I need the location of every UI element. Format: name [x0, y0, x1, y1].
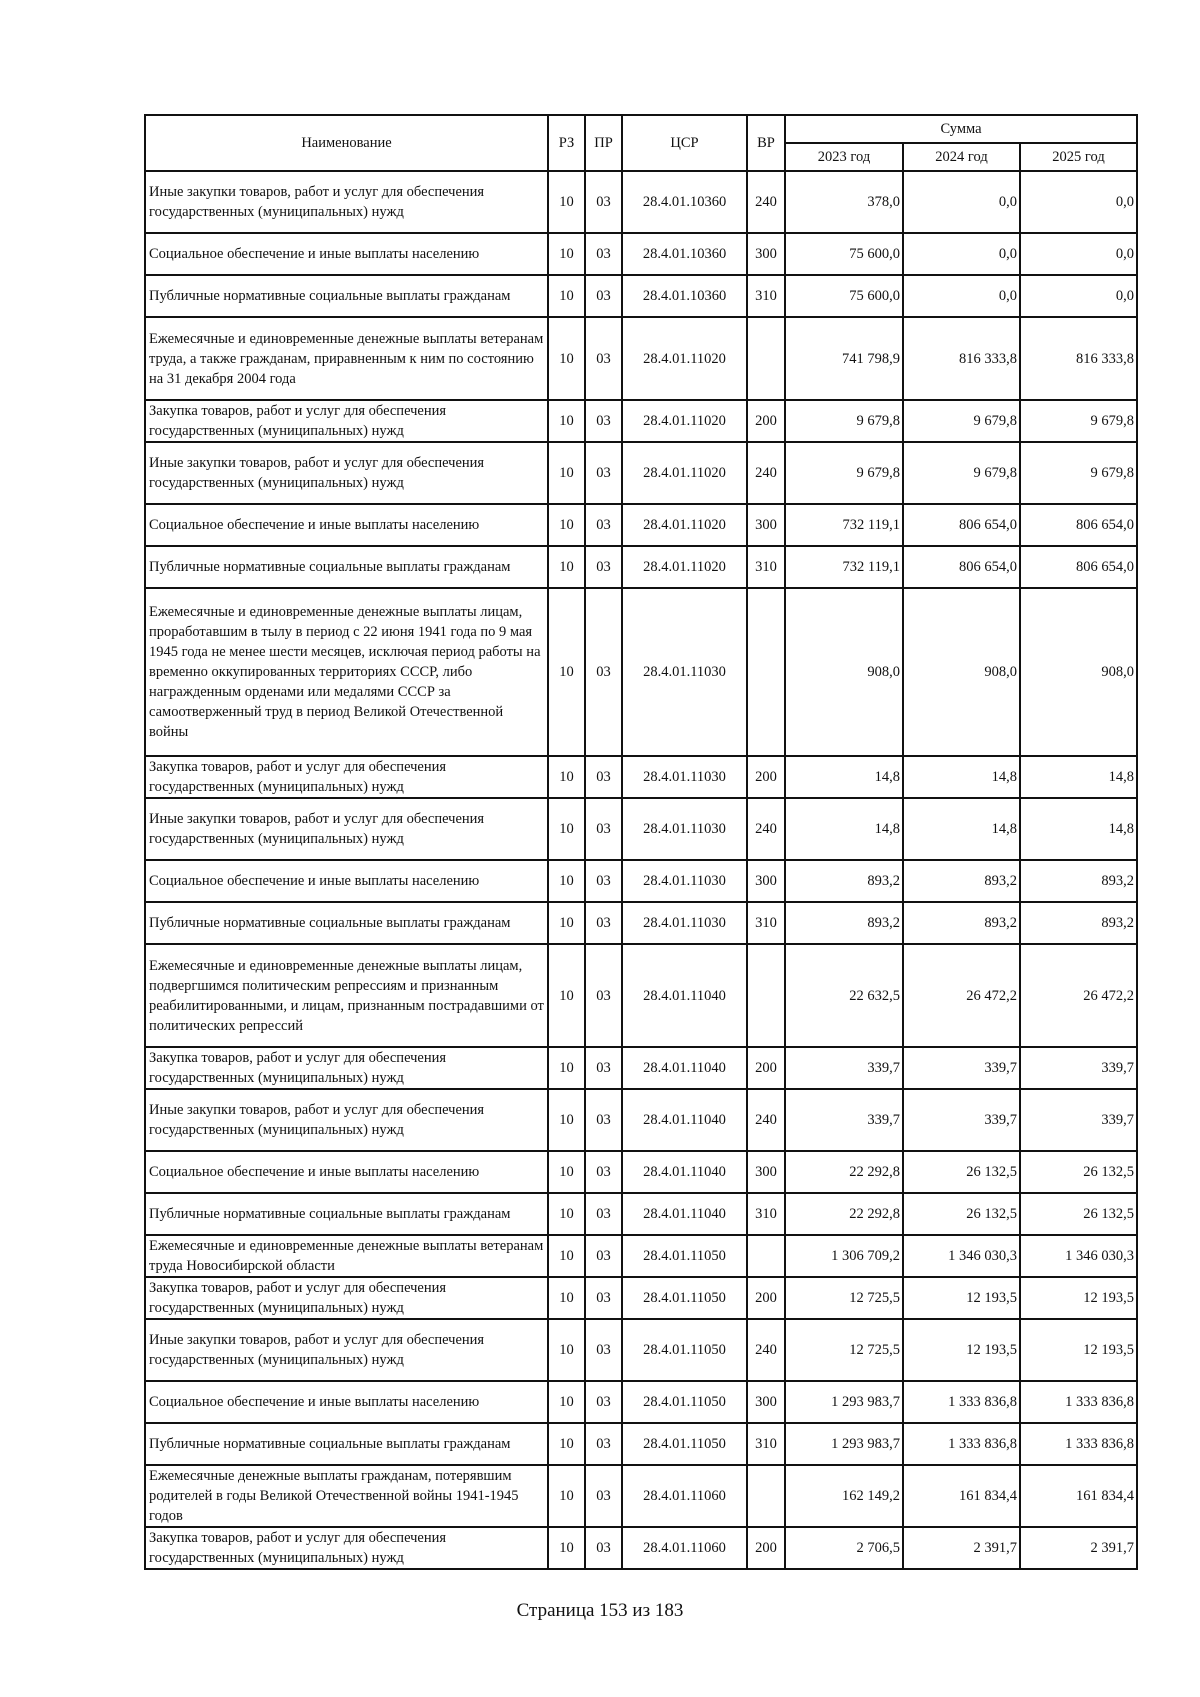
cell-vr: 300 — [747, 1381, 785, 1423]
cell-vr: 240 — [747, 442, 785, 504]
table-row — [145, 317, 1137, 400]
cell-vr: 200 — [747, 1047, 785, 1089]
cell-sum-2023: 75 600,0 — [785, 275, 903, 317]
cell-rz: 10 — [548, 798, 585, 860]
cell-sum-2023: 12 725,5 — [785, 1277, 903, 1319]
cell-sum-2025: 806 654,0 — [1020, 546, 1137, 588]
table-row — [145, 233, 1137, 275]
cell-vr: 240 — [747, 1319, 785, 1381]
cell-csr: 28.4.01.11040 — [622, 1193, 747, 1235]
table-body — [145, 171, 1137, 1569]
cell-rz: 10 — [548, 400, 585, 442]
cell-pr: 03 — [585, 1381, 622, 1423]
cell-sum-2023: 339,7 — [785, 1047, 903, 1089]
cell-csr: 28.4.01.10360 — [622, 171, 747, 233]
cell-sum-2023: 22 292,8 — [785, 1193, 903, 1235]
cell-name: Ежемесячные и единовременные денежные выплаты лицам, проработавшим в тылу в период с 22 июня 1941 года по 9 мая 1945 года не менее шести месяцев, исключая период работы на временно оккупированных территориях СССР, либо награжденным орденами или медалями СССР за самоотверженный труд в период Великой Отечественной войны — [145, 588, 548, 756]
cell-rz: 10 — [548, 1277, 585, 1319]
cell-vr: 310 — [747, 1423, 785, 1465]
cell-rz: 10 — [548, 1319, 585, 1381]
cell-name: Публичные нормативные социальные выплаты гражданам — [145, 275, 548, 317]
cell-sum-2025: 893,2 — [1020, 902, 1137, 944]
table-row — [145, 860, 1137, 902]
page-number: Страница 153 из 183 — [516, 1600, 684, 1621]
cell-pr: 03 — [585, 1089, 622, 1151]
cell-vr: 200 — [747, 1277, 785, 1319]
table-row — [145, 504, 1137, 546]
table-row — [145, 1381, 1137, 1423]
cell-sum-2025: 0,0 — [1020, 275, 1137, 317]
cell-rz: 10 — [548, 1047, 585, 1089]
cell-vr — [747, 944, 785, 1047]
table-row — [145, 546, 1137, 588]
cell-vr — [747, 317, 785, 400]
cell-rz: 10 — [548, 944, 585, 1047]
cell-sum-2024: 2 391,7 — [903, 1527, 1020, 1569]
cell-sum-2024: 339,7 — [903, 1047, 1020, 1089]
cell-sum-2023: 22 632,5 — [785, 944, 903, 1047]
cell-name: Ежемесячные и единовременные денежные выплаты ветеранам труда Новосибирской области — [145, 1235, 548, 1277]
cell-sum-2023: 741 798,9 — [785, 317, 903, 400]
budget-table-container — [144, 114, 1136, 1570]
table-header — [145, 115, 1137, 171]
cell-rz: 10 — [548, 504, 585, 546]
cell-vr: 310 — [747, 275, 785, 317]
cell-vr: 300 — [747, 860, 785, 902]
cell-sum-2025: 161 834,4 — [1020, 1465, 1137, 1527]
cell-csr: 28.4.01.11060 — [622, 1527, 747, 1569]
cell-csr: 28.4.01.11050 — [622, 1277, 747, 1319]
table-row — [145, 756, 1137, 798]
cell-sum-2024: 9 679,8 — [903, 442, 1020, 504]
cell-pr: 03 — [585, 902, 622, 944]
header-year-2023: 2023 год — [785, 143, 903, 171]
budget-table — [144, 114, 1138, 1570]
cell-vr: 240 — [747, 171, 785, 233]
cell-sum-2023: 162 149,2 — [785, 1465, 903, 1527]
cell-sum-2025: 893,2 — [1020, 860, 1137, 902]
cell-pr: 03 — [585, 1193, 622, 1235]
cell-sum-2025: 26 472,2 — [1020, 944, 1137, 1047]
cell-pr: 03 — [585, 1277, 622, 1319]
cell-vr — [747, 1465, 785, 1527]
cell-name: Иные закупки товаров, работ и услуг для обеспечения государственных (муниципальных) нужд — [145, 442, 548, 504]
cell-pr: 03 — [585, 1047, 622, 1089]
cell-sum-2025: 908,0 — [1020, 588, 1137, 756]
cell-sum-2025: 26 132,5 — [1020, 1151, 1137, 1193]
cell-rz: 10 — [548, 233, 585, 275]
cell-rz: 10 — [548, 1089, 585, 1151]
cell-pr: 03 — [585, 400, 622, 442]
cell-name: Иные закупки товаров, работ и услуг для обеспечения государственных (муниципальных) нужд — [145, 1089, 548, 1151]
cell-sum-2024: 0,0 — [903, 171, 1020, 233]
cell-name: Закупка товаров, работ и услуг для обеспечения государственных (муниципальных) нужд — [145, 756, 548, 798]
table-row — [145, 1277, 1137, 1319]
cell-rz: 10 — [548, 171, 585, 233]
cell-vr: 310 — [747, 1193, 785, 1235]
cell-name: Ежемесячные и единовременные денежные выплаты лицам, подвергшимся политическим репрессиям и признанным реабилитированными, и лицам, признанным пострадавшими от политических репрессий — [145, 944, 548, 1047]
table-row — [145, 1193, 1137, 1235]
cell-sum-2025: 26 132,5 — [1020, 1193, 1137, 1235]
cell-sum-2023: 893,2 — [785, 902, 903, 944]
cell-sum-2025: 816 333,8 — [1020, 317, 1137, 400]
cell-vr: 300 — [747, 233, 785, 275]
cell-csr: 28.4.01.11040 — [622, 1047, 747, 1089]
cell-csr: 28.4.01.11060 — [622, 1465, 747, 1527]
cell-sum-2025: 0,0 — [1020, 171, 1137, 233]
cell-pr: 03 — [585, 1151, 622, 1193]
cell-sum-2023: 9 679,8 — [785, 442, 903, 504]
cell-sum-2025: 14,8 — [1020, 798, 1137, 860]
cell-sum-2024: 12 193,5 — [903, 1319, 1020, 1381]
cell-csr: 28.4.01.11040 — [622, 1151, 747, 1193]
cell-sum-2024: 12 193,5 — [903, 1277, 1020, 1319]
cell-rz: 10 — [548, 317, 585, 400]
cell-sum-2024: 1 346 030,3 — [903, 1235, 1020, 1277]
cell-pr: 03 — [585, 442, 622, 504]
cell-pr: 03 — [585, 860, 622, 902]
cell-name: Социальное обеспечение и иные выплаты населению — [145, 504, 548, 546]
cell-csr: 28.4.01.10360 — [622, 233, 747, 275]
header-rz: РЗ — [548, 115, 585, 171]
table-row — [145, 400, 1137, 442]
cell-pr: 03 — [585, 798, 622, 860]
cell-sum-2024: 14,8 — [903, 756, 1020, 798]
cell-pr: 03 — [585, 233, 622, 275]
cell-sum-2024: 9 679,8 — [903, 400, 1020, 442]
cell-sum-2023: 22 292,8 — [785, 1151, 903, 1193]
cell-sum-2023: 14,8 — [785, 798, 903, 860]
header-year-2024: 2024 год — [903, 143, 1020, 171]
cell-sum-2024: 893,2 — [903, 902, 1020, 944]
cell-name: Ежемесячные денежные выплаты гражданам, потерявшим родителей в годы Великой Отечественной войны 1941-1945 годов — [145, 1465, 548, 1527]
cell-csr: 28.4.01.11020 — [622, 546, 747, 588]
header-name: Наименование — [145, 115, 548, 171]
table-row — [145, 1235, 1137, 1277]
cell-sum-2023: 893,2 — [785, 860, 903, 902]
table-row — [145, 1423, 1137, 1465]
cell-name: Социальное обеспечение и иные выплаты населению — [145, 860, 548, 902]
cell-rz: 10 — [548, 588, 585, 756]
cell-pr: 03 — [585, 944, 622, 1047]
cell-csr: 28.4.01.11030 — [622, 860, 747, 902]
cell-sum-2025: 1 333 836,8 — [1020, 1381, 1137, 1423]
cell-rz: 10 — [548, 902, 585, 944]
cell-sum-2023: 908,0 — [785, 588, 903, 756]
cell-vr: 200 — [747, 400, 785, 442]
cell-rz: 10 — [548, 860, 585, 902]
cell-rz: 10 — [548, 1465, 585, 1527]
cell-name: Социальное обеспечение и иные выплаты населению — [145, 1381, 548, 1423]
cell-sum-2024: 0,0 — [903, 233, 1020, 275]
cell-sum-2023: 2 706,5 — [785, 1527, 903, 1569]
cell-csr: 28.4.01.11040 — [622, 1089, 747, 1151]
cell-vr — [747, 588, 785, 756]
cell-name: Публичные нормативные социальные выплаты гражданам — [145, 1423, 548, 1465]
cell-sum-2024: 1 333 836,8 — [903, 1381, 1020, 1423]
header-year-2025: 2025 год — [1020, 143, 1137, 171]
table-row — [145, 588, 1137, 756]
cell-name: Социальное обеспечение и иные выплаты населению — [145, 233, 548, 275]
cell-pr: 03 — [585, 1527, 622, 1569]
cell-csr: 28.4.01.11050 — [622, 1381, 747, 1423]
cell-rz: 10 — [548, 1235, 585, 1277]
cell-vr — [747, 1235, 785, 1277]
table-row — [145, 442, 1137, 504]
table-row — [145, 902, 1137, 944]
cell-csr: 28.4.01.11030 — [622, 756, 747, 798]
cell-sum-2025: 9 679,8 — [1020, 400, 1137, 442]
table-row — [145, 1089, 1137, 1151]
cell-sum-2024: 26 472,2 — [903, 944, 1020, 1047]
cell-sum-2024: 161 834,4 — [903, 1465, 1020, 1527]
cell-sum-2024: 14,8 — [903, 798, 1020, 860]
cell-sum-2023: 1 306 709,2 — [785, 1235, 903, 1277]
cell-csr: 28.4.01.11030 — [622, 902, 747, 944]
cell-sum-2025: 0,0 — [1020, 233, 1137, 275]
cell-pr: 03 — [585, 546, 622, 588]
cell-sum-2025: 339,7 — [1020, 1089, 1137, 1151]
cell-sum-2024: 26 132,5 — [903, 1193, 1020, 1235]
cell-name: Социальное обеспечение и иные выплаты населению — [145, 1151, 548, 1193]
cell-sum-2023: 9 679,8 — [785, 400, 903, 442]
cell-vr: 310 — [747, 902, 785, 944]
table-row — [145, 1151, 1137, 1193]
table-row — [145, 171, 1137, 233]
header-sum: Сумма — [785, 115, 1137, 143]
header-vr: ВР — [747, 115, 785, 171]
cell-csr: 28.4.01.11050 — [622, 1319, 747, 1381]
cell-csr: 28.4.01.11050 — [622, 1423, 747, 1465]
cell-vr: 310 — [747, 546, 785, 588]
table-row — [145, 1319, 1137, 1381]
cell-rz: 10 — [548, 1423, 585, 1465]
cell-sum-2024: 26 132,5 — [903, 1151, 1020, 1193]
cell-sum-2024: 0,0 — [903, 275, 1020, 317]
cell-sum-2023: 1 293 983,7 — [785, 1381, 903, 1423]
cell-name: Закупка товаров, работ и услуг для обеспечения государственных (муниципальных) нужд — [145, 1277, 548, 1319]
cell-rz: 10 — [548, 546, 585, 588]
cell-sum-2023: 339,7 — [785, 1089, 903, 1151]
cell-pr: 03 — [585, 1465, 622, 1527]
cell-name: Ежемесячные и единовременные денежные выплаты ветеранам труда, а также гражданам, приравненным к ним по состоянию на 31 декабря 2004 года — [145, 317, 548, 400]
cell-rz: 10 — [548, 1527, 585, 1569]
cell-rz: 10 — [548, 756, 585, 798]
cell-sum-2023: 1 293 983,7 — [785, 1423, 903, 1465]
cell-sum-2025: 14,8 — [1020, 756, 1137, 798]
cell-pr: 03 — [585, 1423, 622, 1465]
cell-sum-2025: 806 654,0 — [1020, 504, 1137, 546]
cell-name: Публичные нормативные социальные выплаты гражданам — [145, 902, 548, 944]
table-row — [145, 1465, 1137, 1527]
cell-pr: 03 — [585, 275, 622, 317]
table-row — [145, 1047, 1137, 1089]
cell-sum-2024: 816 333,8 — [903, 317, 1020, 400]
cell-sum-2025: 12 193,5 — [1020, 1319, 1137, 1381]
table-row — [145, 1527, 1137, 1569]
cell-csr: 28.4.01.10360 — [622, 275, 747, 317]
cell-rz: 10 — [548, 1193, 585, 1235]
cell-name: Закупка товаров, работ и услуг для обеспечения государственных (муниципальных) нужд — [145, 1047, 548, 1089]
cell-vr: 300 — [747, 504, 785, 546]
cell-pr: 03 — [585, 1319, 622, 1381]
cell-name: Закупка товаров, работ и услуг для обеспечения государственных (муниципальных) нужд — [145, 1527, 548, 1569]
cell-rz: 10 — [548, 1151, 585, 1193]
cell-pr: 03 — [585, 317, 622, 400]
cell-csr: 28.4.01.11020 — [622, 317, 747, 400]
cell-name: Иные закупки товаров, работ и услуг для обеспечения государственных (муниципальных) нужд — [145, 1319, 548, 1381]
cell-csr: 28.4.01.11030 — [622, 798, 747, 860]
cell-sum-2024: 893,2 — [903, 860, 1020, 902]
cell-sum-2025: 1 333 836,8 — [1020, 1423, 1137, 1465]
cell-vr: 300 — [747, 1151, 785, 1193]
cell-csr: 28.4.01.11020 — [622, 504, 747, 546]
cell-csr: 28.4.01.11020 — [622, 442, 747, 504]
cell-csr: 28.4.01.11020 — [622, 400, 747, 442]
cell-sum-2025: 2 391,7 — [1020, 1527, 1137, 1569]
header-csr: ЦСР — [622, 115, 747, 171]
cell-name: Публичные нормативные социальные выплаты гражданам — [145, 546, 548, 588]
cell-vr: 200 — [747, 756, 785, 798]
cell-pr: 03 — [585, 1235, 622, 1277]
cell-pr: 03 — [585, 756, 622, 798]
cell-rz: 10 — [548, 442, 585, 504]
cell-sum-2024: 908,0 — [903, 588, 1020, 756]
table-row — [145, 798, 1137, 860]
cell-sum-2025: 339,7 — [1020, 1047, 1137, 1089]
table-row — [145, 275, 1137, 317]
cell-sum-2023: 14,8 — [785, 756, 903, 798]
cell-vr: 240 — [747, 798, 785, 860]
cell-pr: 03 — [585, 504, 622, 546]
cell-vr: 240 — [747, 1089, 785, 1151]
cell-sum-2025: 12 193,5 — [1020, 1277, 1137, 1319]
table-row — [145, 944, 1137, 1047]
cell-csr: 28.4.01.11040 — [622, 944, 747, 1047]
cell-sum-2024: 1 333 836,8 — [903, 1423, 1020, 1465]
cell-pr: 03 — [585, 171, 622, 233]
cell-sum-2023: 732 119,1 — [785, 546, 903, 588]
cell-sum-2023: 378,0 — [785, 171, 903, 233]
cell-sum-2024: 339,7 — [903, 1089, 1020, 1151]
cell-sum-2024: 806 654,0 — [903, 504, 1020, 546]
cell-name: Закупка товаров, работ и услуг для обеспечения государственных (муниципальных) нужд — [145, 400, 548, 442]
cell-vr: 200 — [747, 1527, 785, 1569]
cell-csr: 28.4.01.11030 — [622, 588, 747, 756]
cell-sum-2023: 732 119,1 — [785, 504, 903, 546]
cell-name: Публичные нормативные социальные выплаты гражданам — [145, 1193, 548, 1235]
header-pr: ПР — [585, 115, 622, 171]
cell-sum-2023: 75 600,0 — [785, 233, 903, 275]
cell-sum-2023: 12 725,5 — [785, 1319, 903, 1381]
cell-name: Иные закупки товаров, работ и услуг для обеспечения государственных (муниципальных) нужд — [145, 798, 548, 860]
cell-name: Иные закупки товаров, работ и услуг для обеспечения государственных (муниципальных) нужд — [145, 171, 548, 233]
cell-rz: 10 — [548, 1381, 585, 1423]
cell-pr: 03 — [585, 588, 622, 756]
cell-sum-2025: 1 346 030,3 — [1020, 1235, 1137, 1277]
cell-sum-2024: 806 654,0 — [903, 546, 1020, 588]
cell-rz: 10 — [548, 275, 585, 317]
cell-sum-2025: 9 679,8 — [1020, 442, 1137, 504]
cell-csr: 28.4.01.11050 — [622, 1235, 747, 1277]
